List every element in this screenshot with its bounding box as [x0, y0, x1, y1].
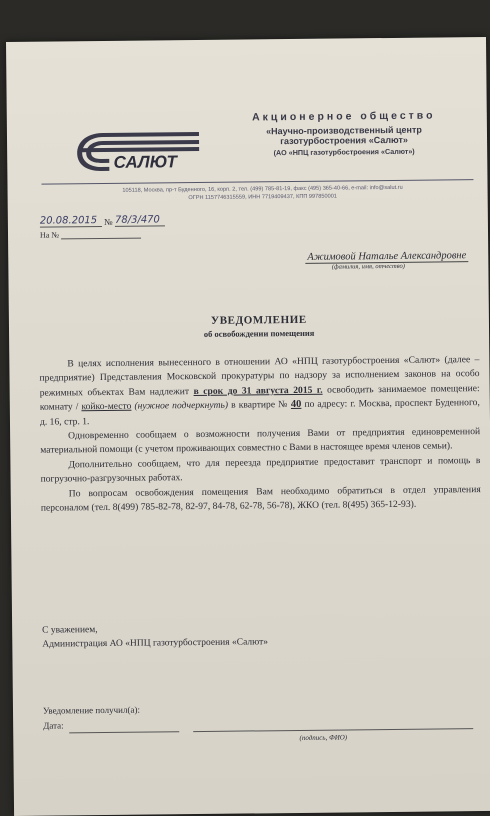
outgoing-ref	[40, 214, 165, 227]
salyut-logo	[73, 126, 203, 175]
logo-text: САЛЮТ	[113, 152, 177, 172]
underline-hint: (нужное подчеркнуть)	[134, 399, 229, 412]
closing-greeting: С уважением,	[42, 625, 98, 636]
org-short-name: (АО «НПЦ газотурбостроения «Салют»)	[273, 146, 415, 158]
org-registration: ОГРН 1157746315559, ИНН 7719409437, КПП 997850001	[188, 193, 337, 202]
org-name-line2: газотурбостроения «Салют»	[280, 134, 408, 147]
title-main: УВЕДОМЛЕНИЕ	[210, 313, 307, 327]
paragraph-4: По вопросам освобождения помещения Вам необходимо обратиться в отдел управления персоналом (тел. 8(499) 785-82-78, 82-97, 84-78, 62-78, 56-78), ЖКО (тел. 8(495) 365-12-93).	[40, 483, 481, 514]
incoming-ref-label: На №	[39, 230, 60, 240]
handwritten-number: 78/3/470	[115, 214, 165, 227]
addressee	[208, 250, 468, 272]
document-page	[6, 37, 490, 816]
paragraph-1	[39, 353, 480, 430]
document-body	[39, 353, 481, 516]
number-label: №	[104, 216, 113, 227]
receipt-block	[43, 699, 483, 749]
p1-text-d: по адресу: г. Москва, проспект Буденного, д. 16, стр. 1.	[39, 397, 480, 428]
incoming-ref-blank	[61, 229, 141, 240]
title-sub: об освобождении помещения	[203, 327, 315, 339]
org-contacts	[48, 183, 478, 204]
document-title	[49, 312, 469, 340]
bed-option: койко-место	[81, 400, 132, 413]
apartment-number: 40	[290, 399, 302, 411]
handwritten-date: 20.08.2015	[40, 215, 102, 228]
addressee-name: Ажимовой Наталье Александровне	[305, 250, 468, 264]
receipt-date-label: Дата:	[43, 720, 64, 731]
paragraph-3: Дополнительно сообщаем, что для переезда предприятие предоставит транспорт и помощь в погрузочно-разгрузочных работах.	[40, 454, 481, 485]
p1-text-a: В целях исполнения вынесенного в отношении АО «НПЦ газотурбостроения «Салют» (далее – предприятие) Представления Московской прокуратуры по надзору за исполнением законов на особо режимных объектах Вам надлежит	[39, 354, 480, 399]
org-type: Акционерное общество	[252, 109, 436, 124]
paragraph-2: Одновременно сообщаем о возможности получения Вами от предприятия единовременной материальной помощи (с учетом проживающих совместно с Вами в настоящее время членов семьи).	[40, 426, 481, 457]
p1-text-c: в квартире №	[228, 399, 291, 411]
closing-signatory: Администрация АО «НПЦ газотурбостроения «Салют»	[42, 637, 269, 650]
org-address: 105118, Москва, пр-т Буденного, 16, корп. 2, тел. (499) 785-81-19, факс (495) 365-40-66, e-mail: info@salut.ru	[122, 184, 403, 194]
addressee-hint: (фамилия, имя, отчество)	[331, 262, 405, 271]
date-blank	[70, 720, 180, 733]
p1-text-b: освободить занимаемое помещение: комнату /	[39, 382, 480, 413]
deadline: в срок до 31 августа 2015 г.	[193, 384, 323, 397]
org-name-line1: «Научно-производственный центр	[265, 124, 422, 137]
org-header	[239, 109, 449, 157]
signature-hint: (подпись, ФИО)	[299, 733, 348, 742]
receipt-label: Уведомление получил(а):	[42, 704, 140, 716]
incoming-ref	[40, 229, 141, 240]
closing	[42, 621, 268, 651]
